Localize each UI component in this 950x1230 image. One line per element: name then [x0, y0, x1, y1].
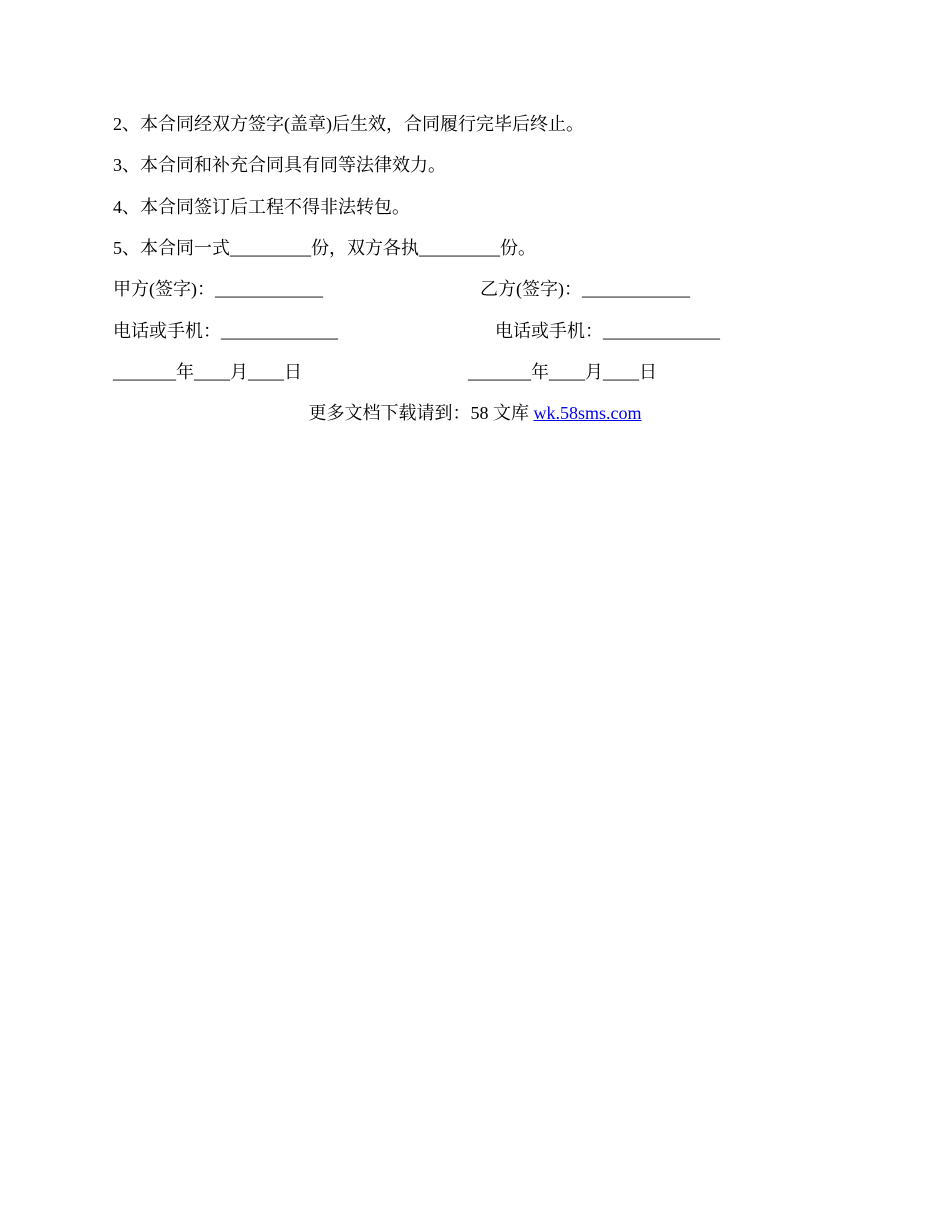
clause-4-text: 4、本合同签订后工程不得非法转包。: [113, 197, 410, 217]
party-a-date-line: _______年____月____日: [113, 362, 302, 382]
clause-5-text: 5、本合同一式_________份，双方各执_________份。: [113, 238, 536, 258]
party-a-phone-line: 电话或手机：_____________: [113, 321, 338, 341]
footer-site-link[interactable]: wk.58sms.com: [533, 403, 642, 423]
party-b-signature-line: 乙方(签字)：____________: [480, 279, 690, 299]
footer-download-note: [0, 402, 950, 424]
clause-2-text: 2、本合同经双方签字(盖章)后生效，合同履行完毕后终止。: [113, 114, 584, 134]
party-a-signature-line: 甲方(签字)：____________: [113, 279, 323, 299]
party-b-date-line: _______年____月____日: [468, 362, 657, 382]
footer-prefix-text: 更多文档下载请到：58 文库: [308, 403, 534, 423]
party-b-phone-line: 电话或手机：_____________: [495, 321, 720, 341]
clause-3-text: 3、本合同和补充合同具有同等法律效力。: [113, 155, 446, 175]
